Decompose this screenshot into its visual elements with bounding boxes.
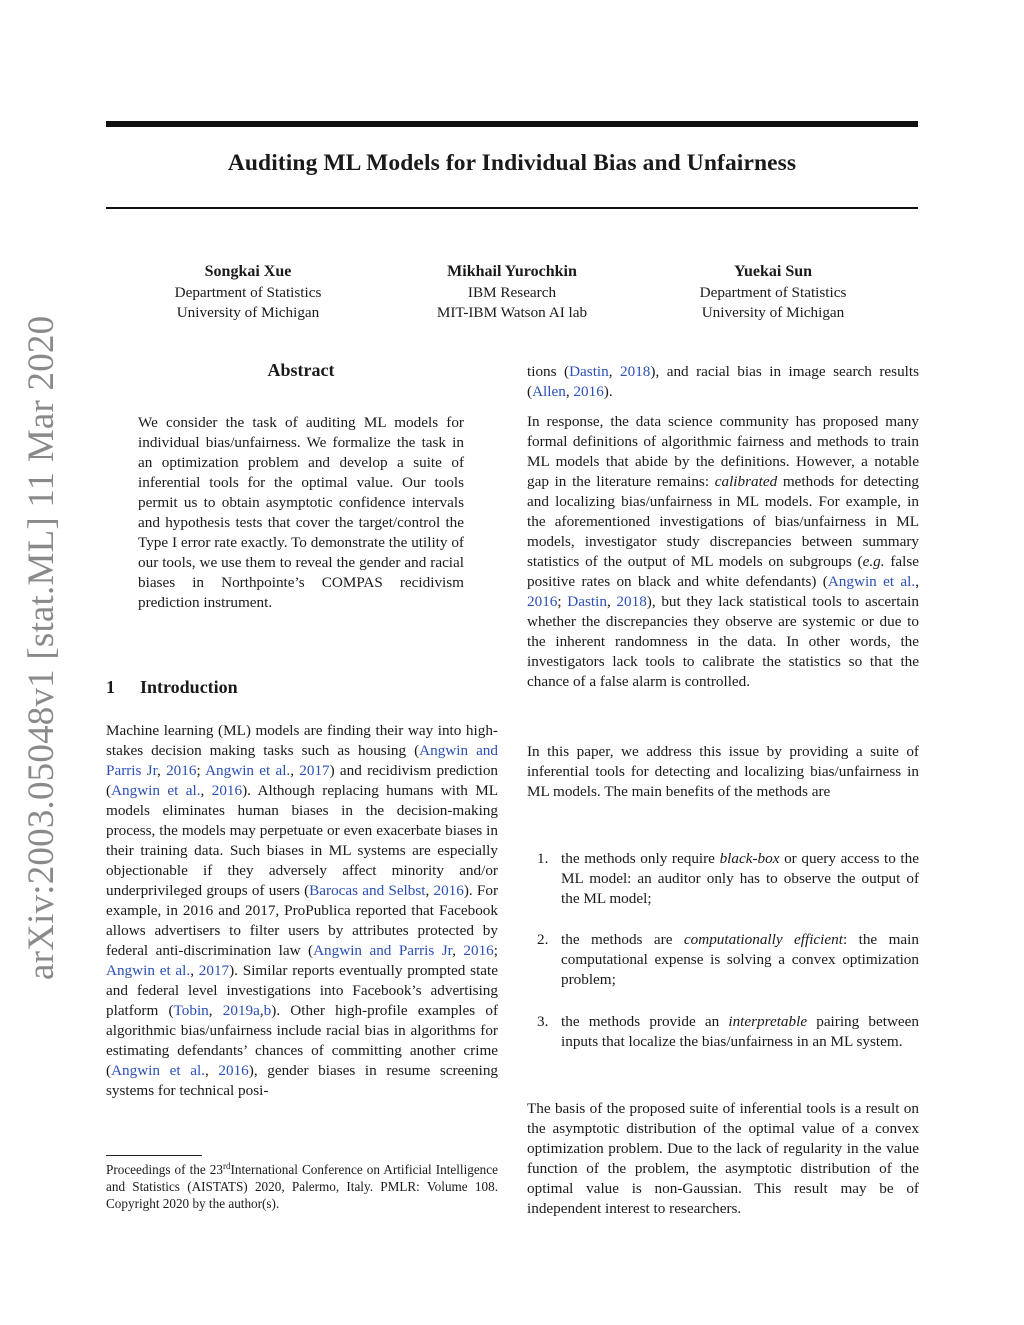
body-text: the methods only require [561, 850, 720, 867]
body-text: ), and racial bias in image search results ( [527, 363, 920, 400]
body-text: , [208, 1002, 223, 1019]
body-text: , [259, 1002, 264, 1019]
citation-link[interactable]: 2016 [211, 782, 243, 799]
section-number: 1 [106, 677, 115, 697]
citation-link[interactable]: Dastin [569, 363, 609, 380]
body-text: pairing between inputs that localize the bias/unfairness in an ML system. [561, 1013, 919, 1050]
citation-link[interactable]: 2016 [527, 593, 558, 610]
right-paragraph-2: In this paper, we address this issue by providing a suite of inferential tools for detecting and localizing bias/unfairness in ML models. The main benefits of the methods are [527, 743, 919, 800]
body-text: the methods provide an [561, 1013, 729, 1030]
section-title: Introduction [140, 677, 238, 697]
body-text: , [565, 383, 574, 400]
citation-link[interactable]: Angwin et al. [111, 782, 201, 799]
body-text: , [608, 363, 621, 380]
footnote-sup: rd [222, 1161, 231, 1171]
list-text [561, 1012, 919, 1052]
intro-paragraph [106, 721, 498, 1101]
citation-link[interactable]: 2016 [463, 942, 494, 959]
author-affiliation: Department of Statistics [174, 284, 322, 301]
list-item-2 [527, 930, 919, 990]
citation-link[interactable]: 2017 [198, 962, 230, 979]
author-name: Yuekai Sun [733, 263, 813, 280]
citation-link[interactable]: Barocas and Selbst [309, 882, 426, 899]
list-item-3 [527, 1012, 919, 1052]
body-text: Machine learning (ML) models are finding their way into high-stakes decision making tasks such as housing ( [106, 722, 498, 759]
body-text: ; [557, 593, 568, 610]
body-text: methods for detecting and localizing bias/unfairness in ML models. For example, in the aforementioned investigations of bias/unfairness in ML models, investigator study discrepancies between summary statistics of the output of ML models on subgroups ( [527, 473, 920, 570]
footnote-rule [106, 1155, 202, 1156]
right-paragraph-1 [527, 412, 919, 692]
body-text: ). Although replacing humans with ML models eliminates human biases in the decision-making process, the models may perpetuate or even exacerbate biases in their training data. Such biases in ML systems are especially objectionable if they adversely affect minority and/or underprivileged groups of users ( [106, 782, 499, 899]
citation-link[interactable]: 2016 [573, 383, 604, 400]
abstract-heading: Abstract [267, 360, 335, 380]
footnote [106, 1161, 498, 1212]
author-2 [382, 262, 642, 323]
body-text: , [915, 573, 919, 590]
citation-link[interactable]: Angwin and Parris Jr [313, 942, 453, 959]
citation-link[interactable]: Angwin and Parris Jr [106, 742, 498, 779]
body-text: ), gender biases in resume screening systems for technical posi- [106, 1062, 499, 1099]
citation-link[interactable]: 2016 [166, 762, 197, 779]
citation-link[interactable]: 2019a [222, 1002, 260, 1019]
title-bottom-rule [106, 207, 918, 209]
author-name: Mikhail Yurochkin [447, 263, 577, 280]
citation-link[interactable]: Angwin et al. [106, 962, 191, 979]
citation-link[interactable]: Allen [532, 383, 566, 400]
citation-link[interactable]: Angwin et al. [827, 573, 916, 590]
section-heading [106, 677, 238, 698]
body-text: tions ( [527, 363, 570, 380]
list-label: 2. [537, 931, 549, 948]
abstract-text: We consider the task of auditing ML models for individual bias/unfairness. We formalize the task in an optimization problem and develop a suite of inferential tools for the optimal value. Our tools permit us to obtain asymptotic confidence intervals and hypothesis tests that cover the target/control the Type I error rate exactly. To demonstrate the utility of our tools, we use them to reveal the gender and racial biases in Northpointe’s COMPAS recidivism prediction instrument. [138, 414, 464, 611]
right-paragraph-3: The basis of the proposed suite of inferential tools is a result on the asymptotic distribution of the optimal value of a convex optimization problem. Due to the lack of regularity in the value function of the problem, the asymptotic distribution of the optimal value is non-Gaussian. This result may be of independent interest to researchers. [527, 1100, 919, 1217]
body-text: or query access to the ML model: an auditor only has to observe the output of the ML model; [561, 850, 919, 907]
citation-link[interactable]: Tobin [173, 1002, 209, 1019]
citation-link[interactable]: 2018 [620, 363, 651, 380]
citation-link[interactable]: 2017 [299, 762, 330, 779]
author-affiliation: MIT-IBM Watson AI lab [436, 304, 588, 321]
citation-link[interactable]: 2016 [218, 1062, 249, 1079]
body-text: , [606, 593, 617, 610]
emphasis-text: interpretable [728, 1013, 808, 1030]
list-label: 3. [537, 1013, 549, 1030]
body-text: false positive rates on black and white defendants) ( [527, 553, 919, 590]
body-text: , [425, 882, 434, 899]
body-text: ). [603, 383, 613, 400]
emphasis-text: black-box [719, 850, 780, 867]
title-top-rule [106, 121, 918, 127]
arxiv-stamp: arXiv:2003.05048v1 [stat.ML] 11 Mar 2020 [21, 315, 62, 980]
citation-link[interactable]: Dastin [567, 593, 607, 610]
body-text: ) and recidivism prediction ( [106, 762, 499, 799]
author-1 [118, 262, 378, 323]
list-label: 1. [537, 850, 549, 867]
right-paragraph-0 [527, 362, 919, 402]
list-text [561, 849, 919, 909]
paper-title: Auditing ML Models for Individual Bias and Unfairness [227, 150, 797, 176]
author-affiliation: University of Michigan [176, 304, 320, 321]
body-text: ; [493, 942, 498, 959]
body-text: ). For example, in 2016 and 2017, ProPublica reported that Facebook allows advertisers to filter users by attributes protected by federal anti-discrimination law ( [106, 882, 498, 959]
body-text: ; [196, 762, 206, 779]
emphasis-text: computationally efficient [683, 931, 843, 948]
body-text: , [157, 762, 167, 779]
citation-link[interactable]: 2018 [616, 593, 647, 610]
body-text: : the main computational expense is solving a convex optimization problem; [561, 931, 919, 988]
list-text [561, 930, 919, 990]
body-text: , [452, 942, 464, 959]
citation-link[interactable]: Angwin et al. [111, 1062, 205, 1079]
body-text: , [290, 762, 300, 779]
author-affiliation: Department of Statistics [699, 284, 847, 301]
emphasis-text: calibrated [714, 473, 778, 490]
author-name: Songkai Xue [204, 263, 292, 280]
body-text: ). Other high-profile examples of algorithmic bias/unfairness include racial bias in algorithms for estimating defendants’ chances of committing another crime ( [106, 1002, 498, 1079]
citation-link[interactable]: Angwin et al. [205, 762, 291, 779]
body-text: In response, the data science community has proposed many formal definitions of algorithmic fairness and methods to train ML models that abide by the definitions. However, a notable gap in the literature remains: [527, 413, 919, 490]
list-item-1 [527, 849, 919, 909]
body-text: ), but they lack statistical tools to ascertain whether the discrepancies they observe are systemic or due to the inherent randomness in the data. In other words, the investigators lack tools to calibrate the statistics so that the chance of a false alarm is controlled. [527, 593, 919, 690]
footnote-text-pre: Proceedings of the 23 [106, 1162, 223, 1177]
citation-link[interactable]: b [263, 1002, 272, 1019]
author-affiliation: University of Michigan [701, 304, 845, 321]
body-text: the methods are [561, 931, 684, 948]
author-3 [643, 262, 903, 323]
footnote-text-post: International Conference on Artificial Intelligence and Statistics (AISTATS) 2020, Palermo, Italy. PMLR: Volume 108. Copyright 2020 by the author(s). [106, 1162, 498, 1211]
author-affiliation: IBM Research [467, 284, 557, 301]
citation-link[interactable]: 2016 [433, 882, 464, 899]
body-text: , [190, 962, 199, 979]
body-text: ). Similar reports eventually prompted state and federal level investigations into Facebook’s advertising platform ( [106, 962, 498, 1019]
body-text: , [200, 782, 212, 799]
emphasis-text: e.g. [862, 553, 885, 570]
body-text: , [204, 1062, 219, 1079]
